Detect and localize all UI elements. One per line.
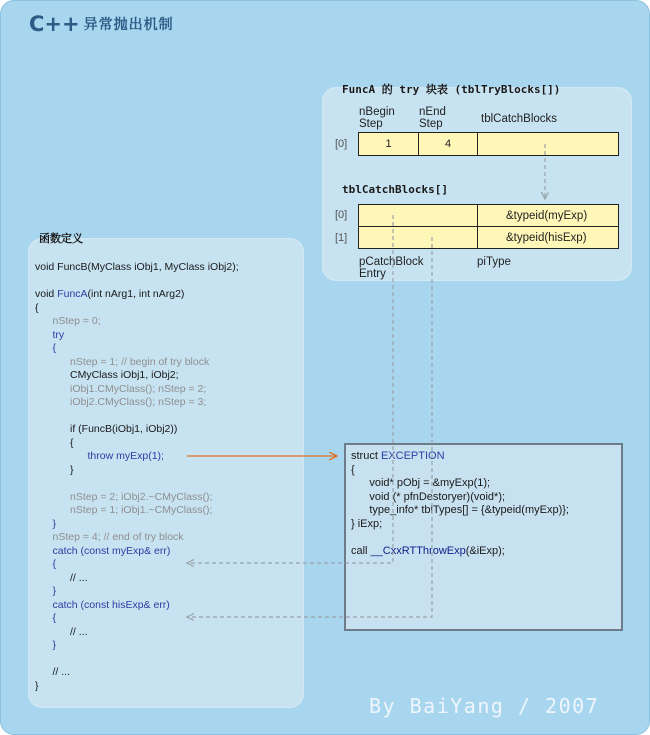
code-token: // ... — [35, 666, 71, 678]
catch-table-title: tblCatchBlocks[] — [342, 183, 448, 196]
code-token: { — [35, 301, 39, 314]
code-token: nStep = 1; // begin of try block — [35, 355, 210, 368]
code-token: void* pObj = &myExp(1); — [351, 477, 491, 489]
code-token: type_info* tblTypes[] = {&typeid(myExp)}; — [351, 504, 569, 516]
code-token: iObj1.CMyClass(); nStep = 2; — [35, 382, 207, 395]
connector-arrows — [1, 1, 650, 735]
byline: By BaiYang / 2007 — [369, 694, 600, 718]
col-label-pcatchblockentry: pCatchBlock Entry — [359, 256, 424, 280]
code-token: struct — [351, 450, 381, 462]
cell-nbeginstep: 1 — [358, 132, 419, 156]
code-token: } iExp; — [351, 517, 383, 530]
code-token: } — [35, 639, 57, 651]
arrow-catch-entry-1 — [187, 237, 432, 617]
code-token: nStep = 1; iObj1.~CMyClass(); — [35, 504, 213, 516]
code-token: catch (const hisExp& err) — [52, 598, 170, 611]
code-panel-title: 函数定义 — [39, 232, 83, 245]
code-token: { — [35, 342, 57, 354]
code-token: } — [35, 679, 39, 692]
code-token: // ... — [35, 571, 88, 584]
code-token: { — [35, 436, 74, 449]
code-token: throw myExp(1); — [87, 450, 164, 462]
try-table-title: FuncA 的 try 块表 (tblTryBlocks[]) — [342, 83, 561, 96]
code-token: try — [52, 328, 65, 341]
code-token: void (* pfnDestoryer)(void*); — [351, 490, 506, 503]
col-header-nendstep: nEnd Step — [419, 106, 446, 130]
code-token: { — [35, 558, 57, 570]
code-token: // ... — [35, 625, 88, 638]
catch-row-1-type: &typeid(hisExp) — [477, 226, 619, 249]
catch-row-0-index: [0] — [335, 209, 348, 221]
code-token: if (FuncB(iObj1, iObj2)) — [35, 423, 178, 435]
code-token: nStep = 0; — [35, 315, 101, 327]
code-token: (&iExp); — [465, 544, 505, 557]
title-main: C++ — [29, 12, 80, 36]
title-sub: 异常抛出机制 — [83, 17, 174, 33]
col-label-pitype: piType — [477, 256, 511, 268]
cell-nendstep: 4 — [418, 132, 478, 156]
code-token: catch (const myExp& err) — [52, 544, 171, 557]
code-token: void FuncB(MyClass iObj1, MyClass iObj2); — [35, 261, 239, 273]
code-token: } — [35, 585, 57, 597]
arrow-catch-entry-0 — [187, 215, 393, 563]
code-token: nStep = 2; iObj2.~CMyClass(); — [35, 490, 213, 503]
code-token: (int nArg1, int nArg2) — [87, 288, 185, 300]
catch-row-0-type: &typeid(myExp) — [477, 204, 619, 227]
code-token: } — [35, 463, 74, 476]
code-token: void — [35, 288, 58, 300]
code-token: call — [351, 544, 371, 557]
col-header-nbeginstep: nBegin Step — [359, 106, 395, 130]
code-token: { — [351, 463, 355, 476]
code-token: iObj2.CMyClass(); nStep = 3; — [35, 396, 207, 408]
col-header-tblcatchblocks: tblCatchBlocks — [481, 113, 558, 125]
code-token: __CxxRTThrowExp — [370, 544, 466, 557]
code-token: CMyClass iObj1, iObj2; — [35, 369, 179, 381]
code-token: EXCEPTION — [380, 450, 445, 462]
code-token: FuncA — [57, 288, 88, 300]
catch-row-1-index: [1] — [335, 232, 348, 244]
code-token: nStep = 4; // end of try block — [35, 531, 184, 543]
code-token: } — [35, 517, 57, 530]
try-row-index: [0] — [335, 138, 348, 150]
code-token: { — [35, 612, 57, 624]
